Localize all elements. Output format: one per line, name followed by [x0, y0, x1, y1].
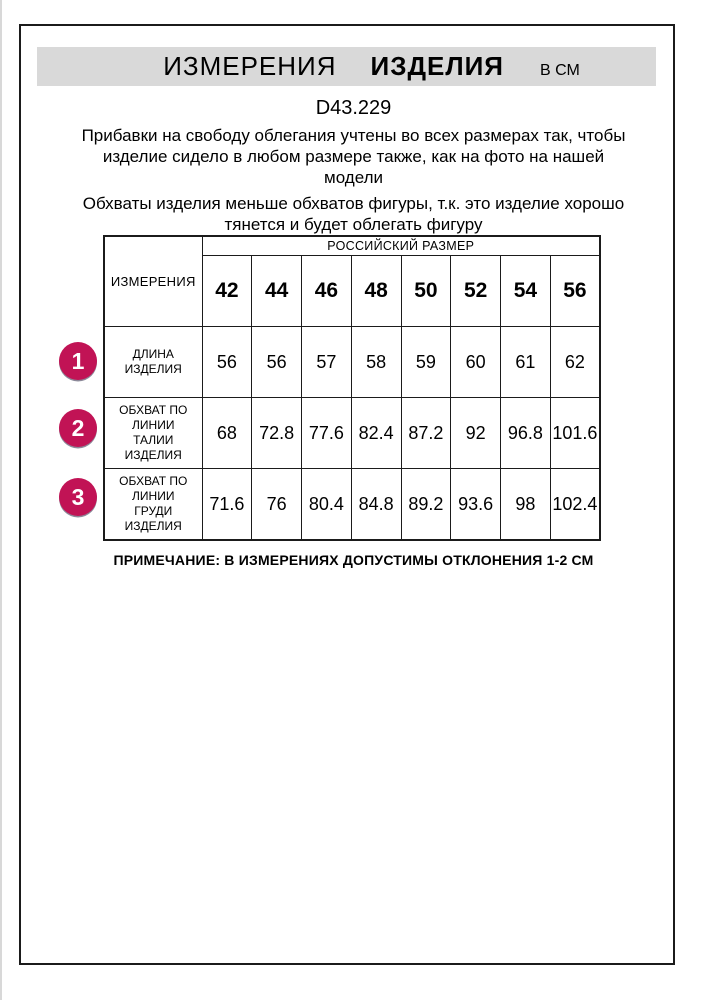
value-cell: 92: [451, 398, 501, 469]
value-cell: 57: [302, 327, 352, 398]
corner-header-cell: ИЗМЕРЕНИЯ: [104, 236, 202, 327]
value-cell: 71.6: [202, 469, 252, 541]
title-unit-label: В СМ: [539, 62, 580, 79]
value-cell: 98: [501, 469, 551, 541]
value-cell: 82.4: [351, 398, 401, 469]
value-cell: 89.2: [401, 469, 451, 541]
size-header-cell: 48: [351, 256, 401, 327]
size-header-cell: 44: [252, 256, 302, 327]
size-header-cell: 56: [550, 256, 600, 327]
row-marker-1: 1: [59, 342, 97, 380]
value-cell: 77.6: [302, 398, 352, 469]
table-row-chest: [104, 469, 600, 541]
row-label-cell: ДЛИНА ИЗДЕЛИЯ: [104, 327, 202, 398]
intro-paragraph-1: [0, 125, 707, 188]
row-label-cell: ОБХВАТ ПО ЛИНИИ ГРУДИ ИЗДЕЛИЯ: [104, 469, 202, 541]
measurements-table: [103, 235, 601, 541]
row-marker-2: 2: [59, 409, 97, 447]
value-cell: 56: [252, 327, 302, 398]
size-header-cell: 50: [401, 256, 451, 327]
size-header-cell: 42: [202, 256, 252, 327]
value-cell: 87.2: [401, 398, 451, 469]
text-line: Прибавки на свободу облегания учтены во всех размерах так, чтобы: [81, 126, 626, 145]
value-cell: 96.8: [501, 398, 551, 469]
value-cell: 59: [401, 327, 451, 398]
value-cell: 68: [202, 398, 252, 469]
value-cell: 76: [252, 469, 302, 541]
row-marker-3: 3: [59, 478, 97, 516]
text-line: изделие сидело в любом размере также, как на фото на нашей: [102, 147, 605, 166]
table-row-waist: [104, 398, 600, 469]
title-measurements: ИЗМЕРЕНИЯ: [163, 51, 337, 81]
size-header-cell: 54: [501, 256, 551, 327]
value-cell: 58: [351, 327, 401, 398]
value-cell: 102.4: [550, 469, 600, 541]
table-row-length: [104, 327, 600, 398]
value-cell: 80.4: [302, 469, 352, 541]
value-cell: 56: [202, 327, 252, 398]
size-group-header-cell: РОССИЙСКИЙ РАЗМЕР: [202, 236, 600, 256]
value-cell: 60: [451, 327, 501, 398]
intro-paragraph-2: [0, 193, 707, 235]
value-cell: 93.6: [451, 469, 501, 541]
value-cell: 61: [501, 327, 551, 398]
title-product: ИЗДЕЛИЯ: [370, 51, 504, 81]
size-header-cell: 52: [451, 256, 501, 327]
note-text: ПРИМЕЧАНИЕ: В ИЗМЕРЕНИЯХ ДОПУСТИМЫ ОТКЛОНЕНИЯ 1-2 СМ: [113, 552, 594, 568]
text-line: модели: [324, 168, 383, 187]
value-cell: 72.8: [252, 398, 302, 469]
product-code: D43.229: [315, 97, 392, 119]
table-header-row-group: [104, 236, 600, 256]
value-cell: 62: [550, 327, 600, 398]
title-banner: [37, 47, 656, 86]
size-header-cell: 46: [302, 256, 352, 327]
text-line: тянется и будет облегать фигуру: [224, 215, 483, 234]
value-cell: 84.8: [351, 469, 401, 541]
text-line: Обхваты изделия меньше обхватов фигуры, т.к. это изделие хорошо: [82, 194, 625, 213]
value-cell: 101.6: [550, 398, 600, 469]
row-label-cell: ОБХВАТ ПО ЛИНИИ ТАЛИИ ИЗДЕЛИЯ: [104, 398, 202, 469]
